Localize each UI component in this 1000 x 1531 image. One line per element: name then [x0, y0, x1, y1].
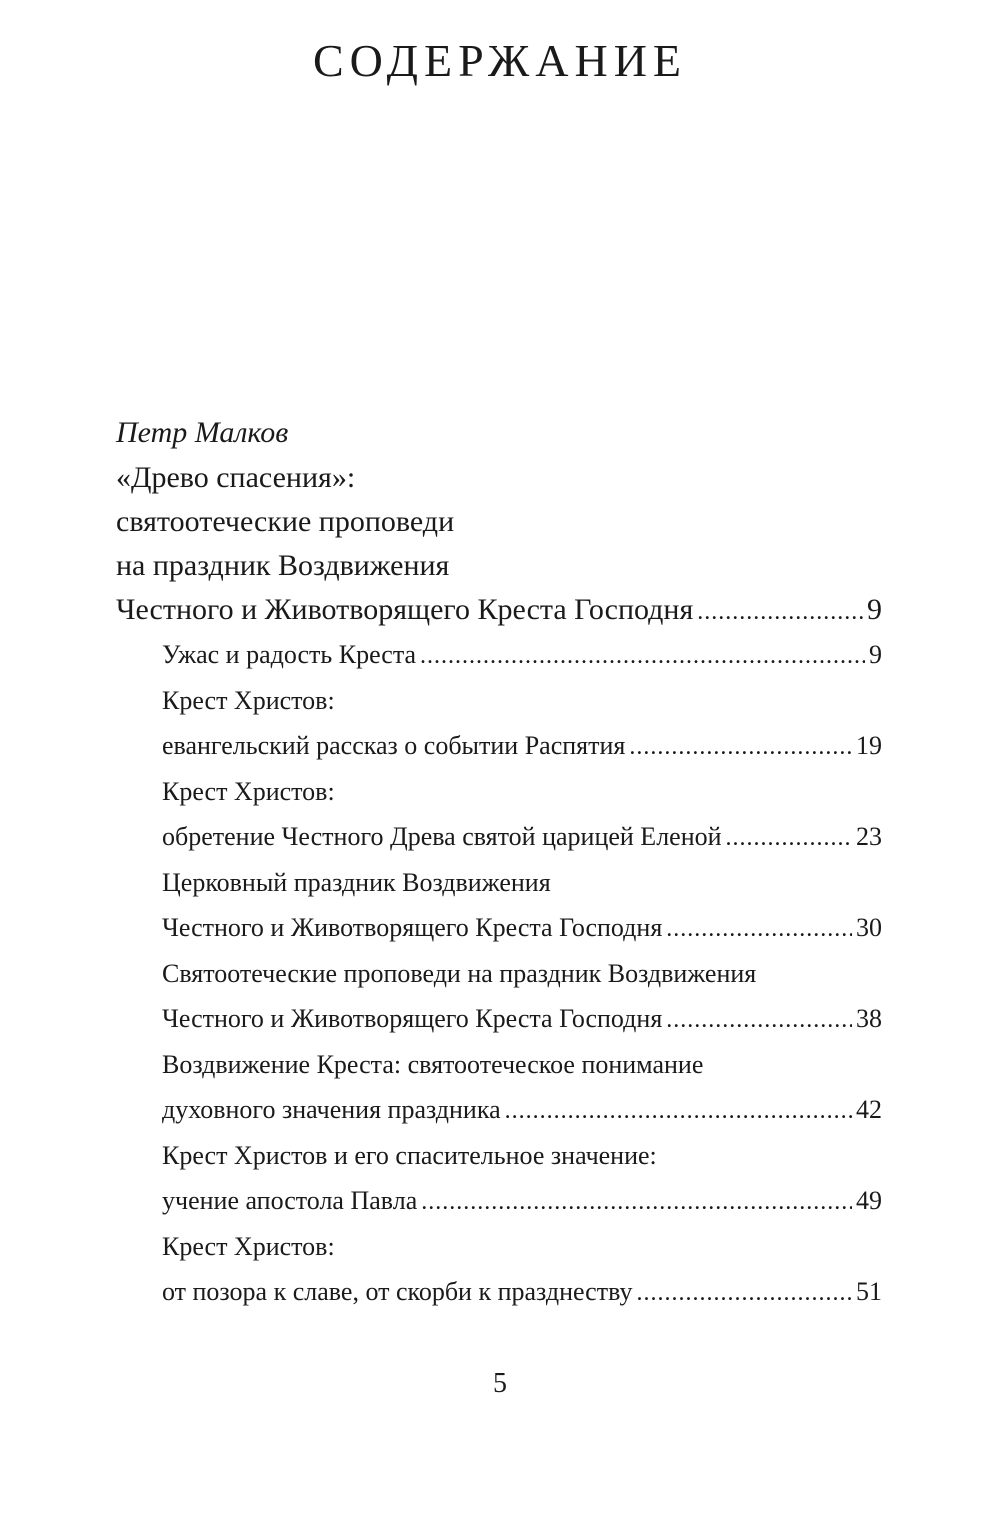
page-title: СОДЕРЖАНИЕ [312, 35, 688, 86]
dot-leader [629, 725, 852, 771]
toc-sub-entry-line: Воздвижение Креста: святоотеческое понимание [162, 1049, 704, 1079]
toc-page-number: 51 [856, 1277, 882, 1306]
toc-sub-entry-line: Честного и Животворящего Креста Господня [162, 1004, 663, 1033]
toc-sub-entry-line: Церковный праздник Воздвижения [162, 867, 551, 897]
toc-sub-entry[interactable] [162, 769, 882, 860]
dot-leader [697, 590, 863, 634]
toc-sub-entry-last-line [162, 905, 882, 951]
toc-main-entry-line: на праздник Воздвижения [116, 549, 450, 582]
toc-page-number: 49 [856, 1186, 882, 1215]
toc-sub-entry-line: Честного и Животворящего Креста Господня [162, 913, 663, 942]
dot-leader [666, 907, 852, 953]
toc-page-number: 23 [856, 822, 882, 851]
toc-sub-entry[interactable] [162, 678, 882, 769]
toc-sub-entry-line: учение апостола Павла [162, 1186, 418, 1215]
table-of-contents [116, 410, 882, 1315]
toc-page-number: 38 [856, 1004, 882, 1033]
dot-leader [420, 634, 865, 680]
toc-sub-entry-last-line [162, 1087, 882, 1133]
toc-sub-entry-last-line [162, 814, 882, 860]
toc-sub-entry[interactable] [162, 860, 882, 951]
dot-leader [636, 1271, 852, 1317]
toc-sub-entry-last-line [162, 1178, 882, 1224]
toc-sub-entry-line: от позора к славе, от скорби к празднеству [162, 1277, 633, 1306]
dot-leader [505, 1089, 852, 1135]
toc-sub-entry-line: Крест Христов: [162, 1231, 335, 1261]
toc-sub-entry-last-line [162, 1269, 882, 1315]
dot-leader [666, 998, 852, 1044]
toc-sub-entry-line: духовного значения праздника [162, 1095, 501, 1124]
toc-page-number: 9 [869, 640, 882, 669]
toc-sub-entry-last-line [162, 632, 882, 678]
toc-page-number: 19 [856, 731, 882, 760]
toc-page-number: 9 [867, 593, 882, 626]
toc-sub-entry-line: Крест Христов и его спасительное значение: [162, 1140, 657, 1170]
toc-sub-entry-last-line [162, 723, 882, 769]
toc-main-entry-line: Честного и Животворящего Креста Господня [116, 593, 694, 626]
toc-main-entry-last-line [116, 588, 882, 632]
toc-author: Петр Малков [116, 416, 289, 449]
toc-sub-entry[interactable] [162, 632, 882, 678]
toc-main-entry-line: святоотеческие проповеди [116, 505, 455, 538]
toc-sub-entry-line: Крест Христов: [162, 685, 335, 715]
toc-sub-entry-line: Святоотеческие проповеди на праздник Воздвижения [162, 958, 757, 988]
dot-leader [726, 816, 852, 862]
dot-leader [421, 1180, 852, 1226]
toc-sub-entry-line: обретение Честного Древа святой царицей Еленой [162, 822, 722, 851]
page-number: 5 [493, 1368, 507, 1399]
toc-sub-entry-line: Ужас и радость Креста [162, 640, 417, 669]
toc-sub-entries [162, 632, 882, 1315]
toc-page-number: 42 [856, 1095, 882, 1124]
toc-main-entry[interactable] [116, 456, 882, 632]
toc-sub-entry-line: Крест Христов: [162, 776, 335, 806]
toc-sub-entry[interactable] [162, 951, 882, 1042]
toc-sub-entry[interactable] [162, 1224, 882, 1315]
toc-sub-entry[interactable] [162, 1133, 882, 1224]
toc-main-entry-line: «Древо спасения»: [116, 461, 356, 494]
toc-sub-entry-last-line [162, 996, 882, 1042]
toc-sub-entry[interactable] [162, 1042, 882, 1133]
toc-page-number: 30 [856, 913, 882, 942]
toc-sub-entry-line: евангельский рассказ о событии Распятия [162, 731, 626, 760]
